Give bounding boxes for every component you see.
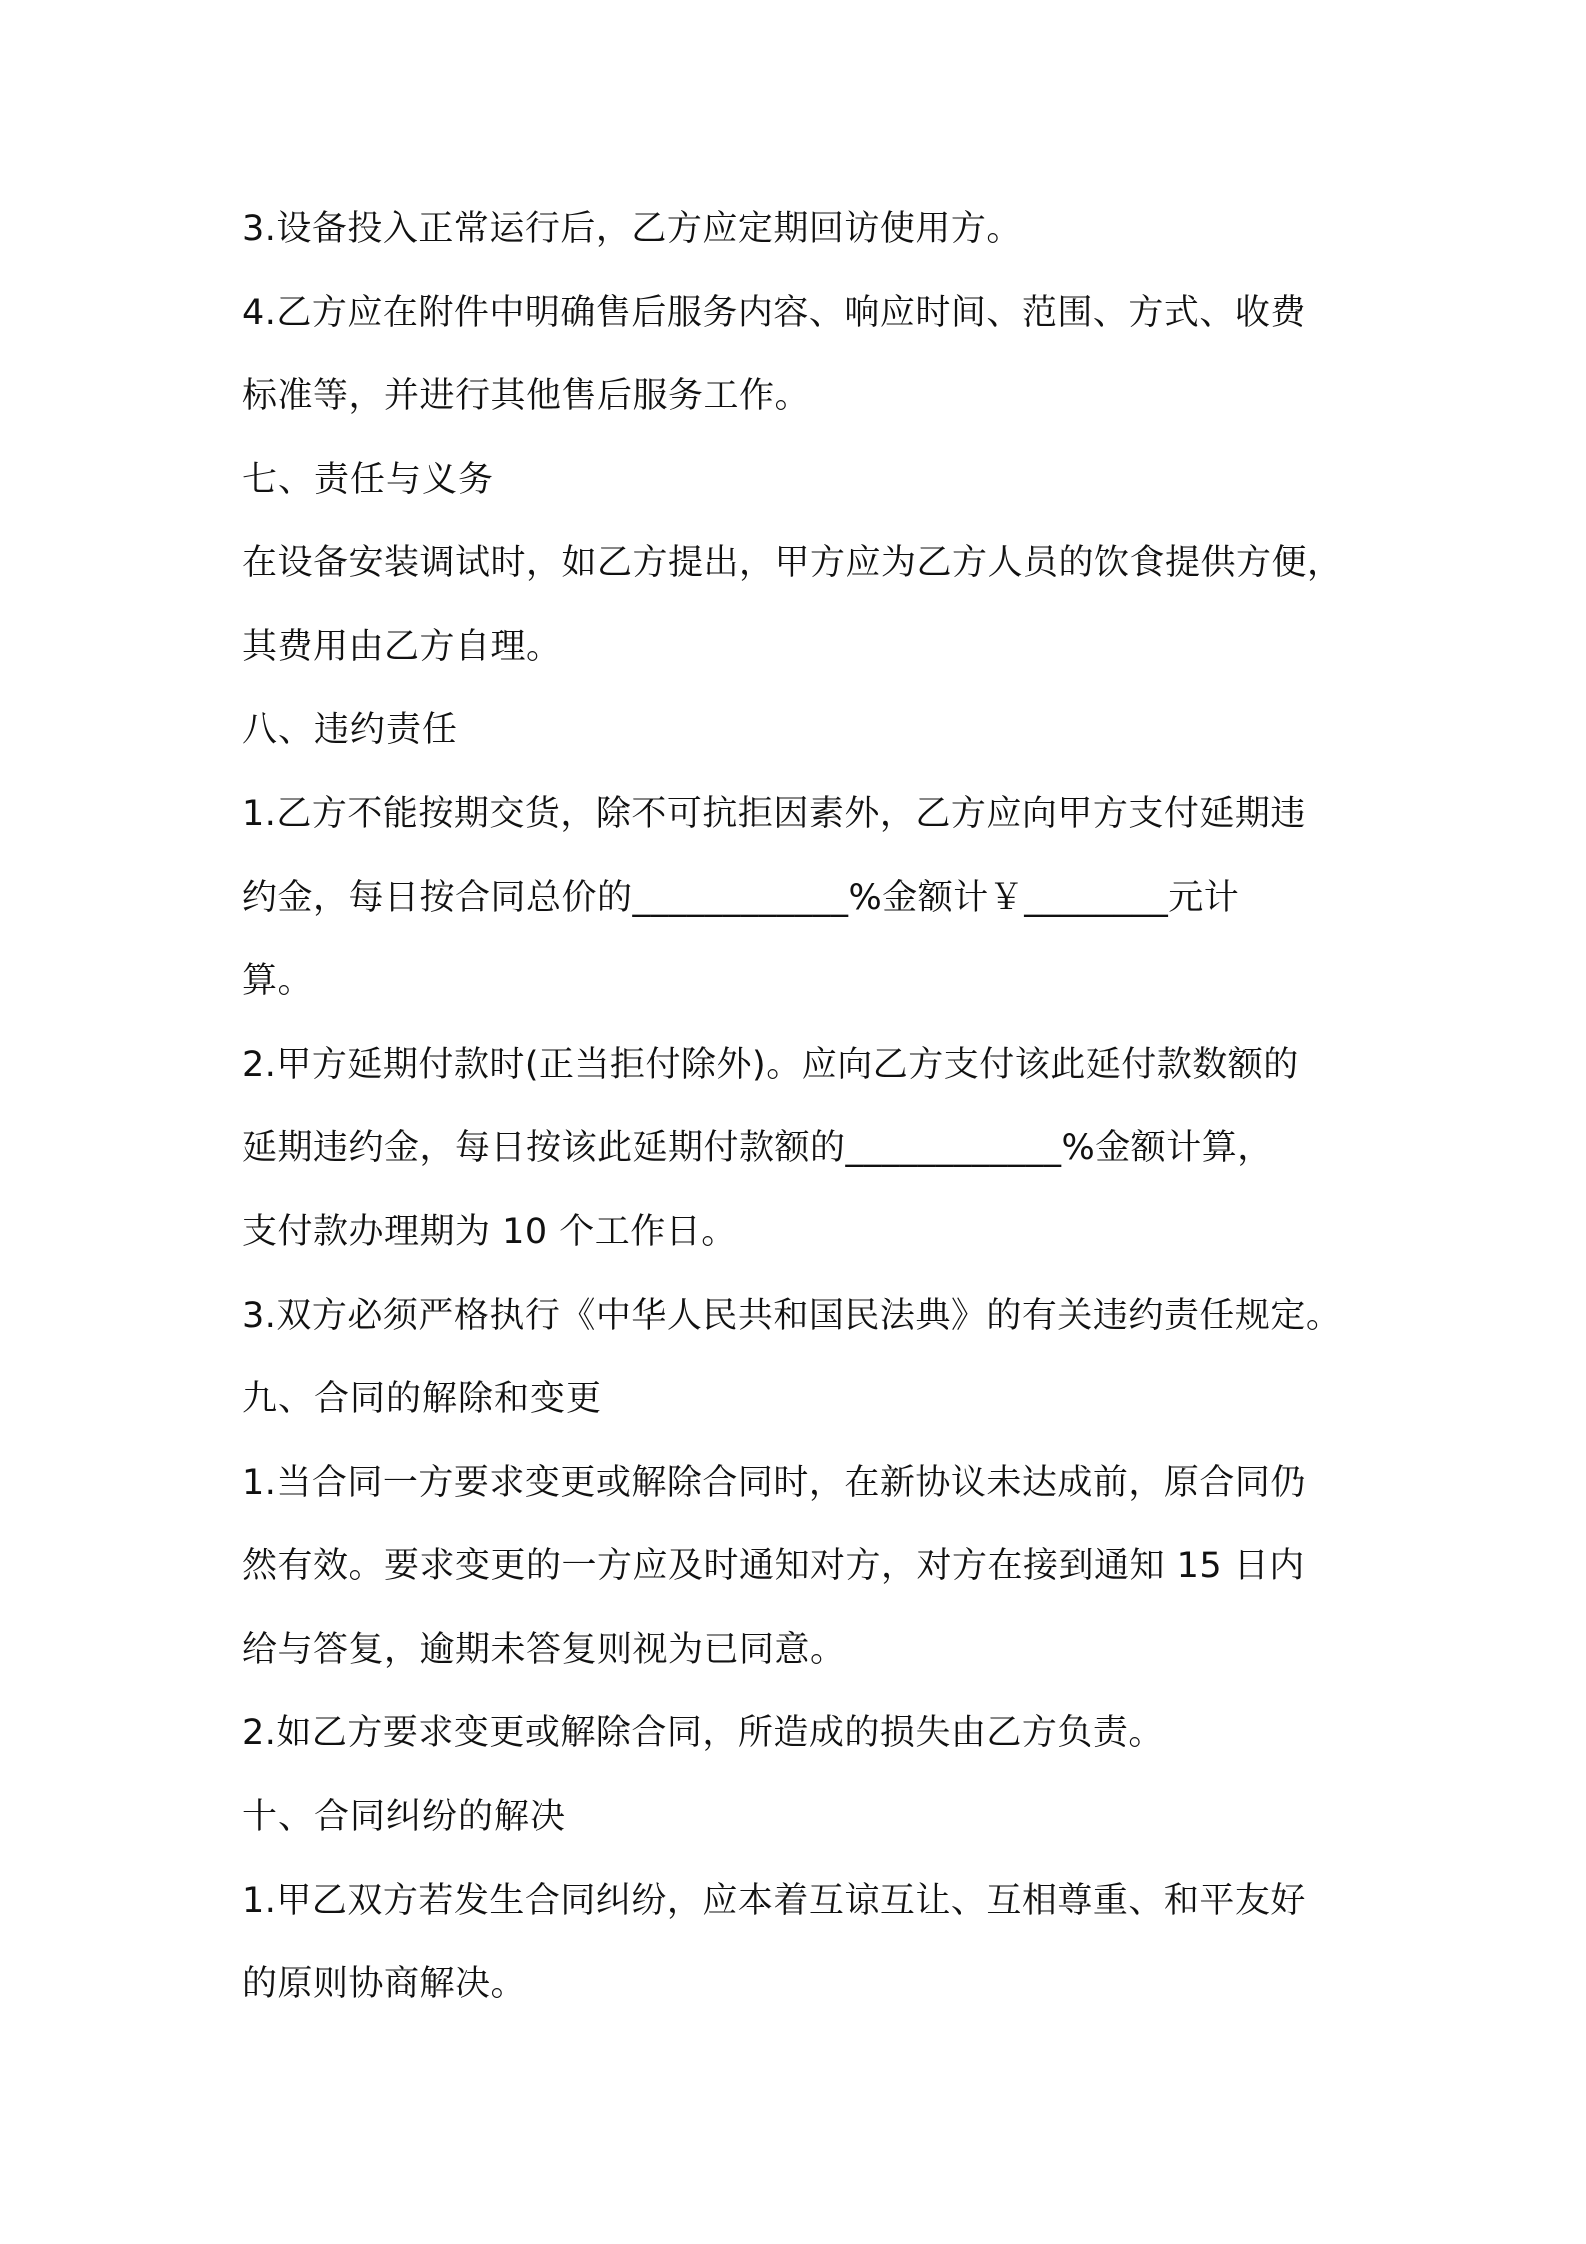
clause-8-3-line: 3.双方必须严格执行《中华人民共和国民法典》的有关违约责任规定。 xyxy=(242,1296,1342,1336)
clause-10-1-line-1: 1.甲乙双方若发生合同纠纷，应本着互谅互让、互相尊重、和平友好 xyxy=(242,1881,1306,1921)
section-7-body-line-1: 在设备安装调试时，如乙方提出，甲方应为乙方人员的饮食提供方便， xyxy=(242,543,1343,583)
section-10-heading: 十、合同纠纷的解决 xyxy=(242,1797,567,1837)
section-7-heading: 七、责任与义务 xyxy=(242,460,495,500)
clause-6-4-line-2: 标准等，并进行其他售后服务工作。 xyxy=(242,376,811,416)
section-9-heading: 九、合同的解除和变更 xyxy=(242,1379,603,1419)
clause-9-1-line-3: 给与答复，逾期未答复则视为已同意。 xyxy=(242,1630,846,1670)
clause-9-1-line-1: 1.当合同一方要求变更或解除合同时，在新协议未达成前，原合同仍 xyxy=(242,1463,1306,1503)
clause-8-2-line-1: 2.甲方延期付款时(正当拒付除外)。应向乙方支付该此延付款数额的 xyxy=(242,1045,1299,1085)
section-8-heading: 八、违约责任 xyxy=(242,710,459,750)
clause-10-1-line-2: 的原则协商解决。 xyxy=(242,1964,527,2004)
clause-9-1-line-2: 然有效。要求变更的一方应及时通知对方，对方在接到通知 15 日内 xyxy=(242,1546,1305,1586)
section-7-body-line-2: 其费用由乙方自理。 xyxy=(242,627,562,667)
clause-8-2-line-3: 支付款办理期为 10 个工作日。 xyxy=(242,1212,737,1252)
clause-8-1-line-1: 1.乙方不能按期交货，除不可抗拒因素外，乙方应向甲方支付延期违 xyxy=(242,794,1306,834)
clause-8-2-line-2: 延期违约金，每日按该此延期付款额的____________%金额计算， xyxy=(242,1128,1273,1168)
clause-6-3-line: 3.设备投入正常运行后，乙方应定期回访使用方。 xyxy=(242,209,1022,249)
clause-8-1-line-3: 算。 xyxy=(242,961,314,1001)
clause-8-1-line-2: 约金，每日按合同总价的____________%金额计￥________元计 xyxy=(242,878,1240,918)
clause-9-2-line: 2.如乙方要求变更或解除合同，所造成的损失由乙方负责。 xyxy=(242,1713,1164,1753)
clause-6-4-line-1: 4.乙方应在附件中明确售后服务内容、响应时间、范围、方式、收费 xyxy=(242,293,1306,333)
